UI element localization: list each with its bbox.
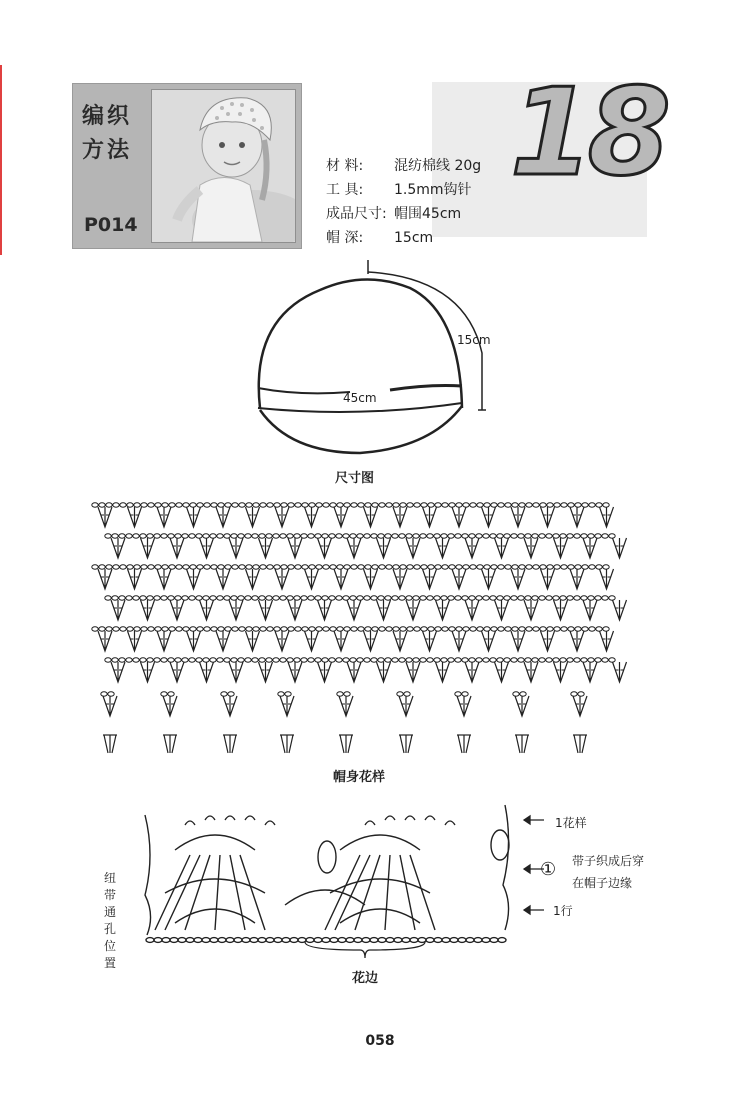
label-pattern-repeat: 1花样 [555,816,587,830]
spec-value: 1.5mm钩针 [394,182,472,198]
spec-value: 混纺棉线 20g [394,158,482,174]
spec-size [326,203,461,223]
circumference-label: 45cm [343,391,377,405]
spec-material [326,155,481,175]
hat-size-diagram [240,258,510,468]
spec-label: 成品尺寸: [326,206,387,222]
spec-value: 帽围45cm [394,206,462,222]
project-number: 18 [510,64,665,203]
spec-label: 工 具: [326,182,364,198]
edging-chart [135,795,525,955]
label-band-line1: 带子织成后穿 [572,854,645,868]
label-row-one: 1行 [553,904,573,918]
page-edge-mark [0,65,2,255]
spec-depth [326,227,433,247]
body-pattern-caption: 帽身花样 [333,770,386,785]
depth-label: 15cm [457,333,491,347]
spec-value: 15cm [394,230,434,246]
page-number: 058 [365,1033,395,1049]
body-pattern-chart [90,495,650,765]
label-step-one: ① [540,859,557,880]
label-band-line2: 在帽子边缘 [572,876,633,890]
label-tie-hole: 纽带通孔位置 [104,871,117,970]
size-diagram-caption: 尺寸图 [335,471,375,486]
baby-photo [151,89,296,243]
spec-label: 帽 深: [326,230,364,246]
spec-tool [326,179,472,199]
edging-caption: 花边 [352,971,379,986]
edging-bracket [300,940,430,960]
spec-label: 材 料: [326,158,364,174]
pattern-code: P014 [84,214,138,236]
method-title: 编织方法 [82,104,133,163]
